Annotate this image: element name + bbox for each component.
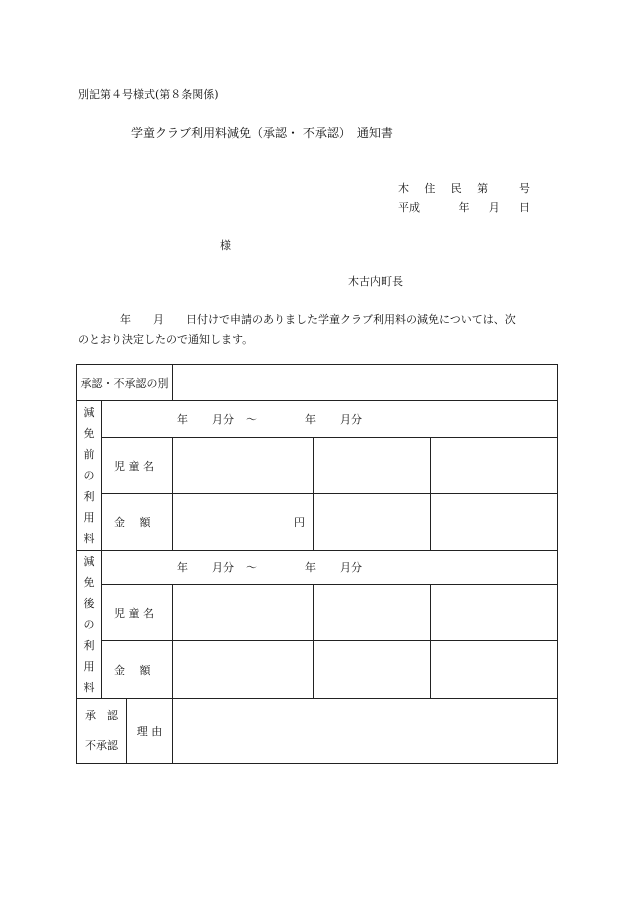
after-child-name-2[interactable] (314, 584, 431, 641)
ref-part: 木 (398, 182, 409, 195)
issuer-name: 木古内町長 (348, 275, 403, 288)
date-year: 年 (458, 201, 470, 214)
reference-date (398, 199, 530, 215)
before-child-name-2[interactable] (314, 438, 431, 494)
yen-unit: 円 (294, 516, 306, 529)
body-line-1: 年 月 日付けで申請のありました学童クラブ利用料の減免については、次 (120, 313, 516, 326)
date-day: 日 (519, 201, 530, 214)
reason-field[interactable] (173, 699, 558, 764)
approval-type-label: 承認・不承認の別 (77, 365, 173, 401)
reference-number (398, 180, 530, 196)
date-era: 平成 (398, 201, 420, 214)
before-reduction-label: 減 免 前 の 利 用 料 (77, 401, 102, 551)
before-child-name-3[interactable] (431, 438, 558, 494)
ref-part: 第 (477, 182, 489, 195)
date-month: 月 (488, 201, 500, 214)
form-number-label: 別記第４号様式(第８条関係) (78, 88, 219, 101)
addressee-honorific: 様 (220, 239, 231, 252)
before-amount-1[interactable] (173, 494, 314, 551)
approve-label: 承 認 (85, 709, 118, 722)
before-amount-label: 金 額 (102, 494, 173, 551)
ref-part: 住 (424, 182, 436, 195)
before-period[interactable]: 年 月分 〜 年 月分 (102, 401, 558, 438)
after-child-name-3[interactable] (431, 584, 558, 641)
after-period[interactable]: 年 月分 〜 年 月分 (102, 551, 558, 585)
approve-disapprove-label (77, 699, 127, 764)
before-amount-3[interactable] (431, 494, 558, 551)
after-amount-2[interactable] (314, 641, 431, 699)
reason-label: 理 由 (127, 699, 173, 764)
decision-table (76, 364, 558, 764)
before-child-name-1[interactable] (173, 438, 314, 494)
ref-part: 号 (518, 182, 530, 195)
disapprove-label: 不承認 (85, 739, 118, 752)
after-amount-3[interactable] (431, 641, 558, 699)
body-line-2: のとおり決定したので通知します。 (78, 333, 254, 346)
body-paragraph (78, 310, 556, 350)
after-amount-label: 金 額 (102, 641, 173, 699)
after-child-name-1[interactable] (173, 584, 314, 641)
approval-type-field[interactable] (173, 365, 558, 401)
document-title: 学童クラブ利用料減免（承認・ 不承認） 通知書 (131, 126, 393, 140)
after-amount-1[interactable] (173, 641, 314, 699)
before-amount-2[interactable] (314, 494, 431, 551)
after-reduction-label: 減 免 後 の 利 用 料 (77, 551, 102, 699)
ref-part: 民 (450, 182, 462, 195)
after-child-name-label: 児 童 名 (102, 584, 173, 641)
before-child-name-label: 児 童 名 (102, 438, 173, 494)
